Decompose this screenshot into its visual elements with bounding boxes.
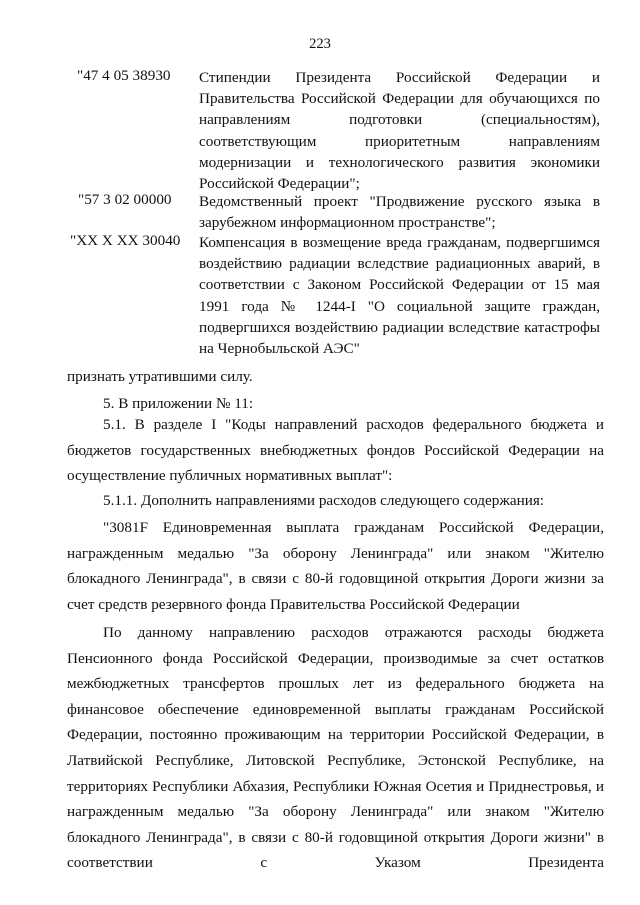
- paragraph-repeal: признать утратившими силу.: [67, 368, 253, 385]
- paragraph-item-5-1: 5.1. В разделе I "Коды направлений расходов федерального бюджета и бюджетов государственных внебюджетных фондов Российской Федерации на осуществление публичных нормативных выплат":: [67, 416, 604, 485]
- paragraph-expense-3081f: "3081F Единовременная выплата гражданам Российской Федерации, награжденным медалью "За оборону Ленинграда" или знаком "Жителю блокадного Ленинграда", в связи с 80-й годовщиной открытия Дороги жизни за счет средств резервного фонда Правительства Российской Федерации: [67, 519, 604, 613]
- page-number: 223: [309, 36, 331, 52]
- entry-description: Ведомственный проект "Продвижение русского языка в зарубежном информационном пространстве";: [199, 193, 600, 232]
- entry-description: Компенсация в возмещение вреда гражданам, подвергшимся воздействию радиации вследствие радиационных аварий, в соответствии с Законом Российской Федерации от 15 мая 1991 года № 1244-I "О социальной защите граждан, подвергшихся воздействию радиации вследствие катастрофы на Чернобыльской АЭС": [199, 234, 600, 358]
- entry-code: "57 3 02 00000: [78, 191, 172, 208]
- paragraph-expense-description: По данному направлению расходов отражаются расходы бюджета Пенсионного фонда Российской Федерации, производимые за счет остатков межбюджетных трансфертов прошлых лет из федерального бюджета на финансовое обеспечение единовременной выплаты гражданам Российской Федерации, постоянно проживающим на территории Российской Федерации, в Латвийской Республике, Литовской Республике, Эстонской Республике, на территориях Республики Абхазия, Республики Южная Осетия и Приднестровья, и награжденным медалью "За оборону Ленинграда" или знаком "Жителю блокадного Ленинграда", в связи с 80-й годовщиной открытия Дороги жизни" в соответствии с Указом Президента: [67, 624, 604, 872]
- entry-code: "ХХ Х ХХ 30040: [70, 232, 181, 249]
- paragraph-item-5: 5. В приложении № 11:: [103, 395, 254, 412]
- paragraph-item-5-1-1: 5.1.1. Дополнить направлениями расходов следующего содержания:: [103, 492, 545, 509]
- entry-code: "47 4 05 38930: [77, 67, 171, 84]
- entry-description: Стипендии Президента Российской Федерации и Правительства Российской Федерации для обучающихся по направлениям подготовки (специальностям), соответствующим приоритетным направлениям модернизации и технологического развития экономики Российской Федерации";: [199, 69, 600, 193]
